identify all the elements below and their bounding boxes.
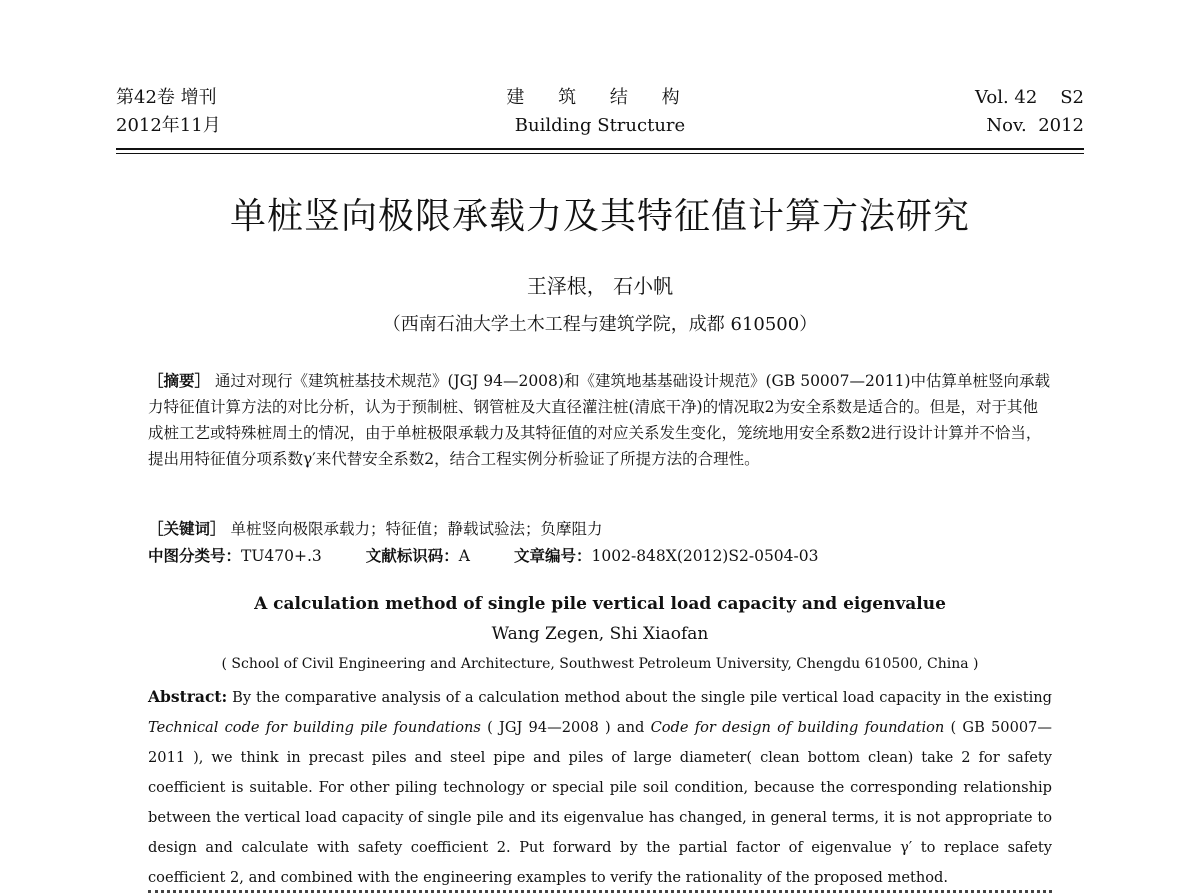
paper-title-en: A calculation method of single pile vertical load capacity and eigenvalue [254, 594, 946, 614]
affiliation-cn: （西南石油大学土木工程与建筑学院，成都 610500） [382, 314, 818, 335]
abstract-en [148, 682, 1052, 893]
keywords-cn-text: 单桩竖向极限承载力；特征值；静载试验法；负摩阻力 [230, 520, 603, 538]
keywords-cn [148, 516, 1052, 542]
clc-label: 中图分类号： [148, 546, 242, 565]
volume-en: Vol. 42 S2 [975, 87, 1084, 108]
abstract-en-code2: Code for design of building foundation [650, 719, 945, 736]
classification-line [148, 543, 1052, 569]
keywords-cn-label: ［关键词］ [148, 519, 226, 538]
article-no-value: 1002-848X(2012)S2-0504-03 [591, 547, 819, 565]
abstract-en-label: Abstract: [148, 687, 228, 706]
date-en: Nov. 2012 [986, 115, 1084, 136]
abstract-en-part2: ( JGJ 94—2008 ) and [487, 719, 645, 736]
abstract-cn-label: ［摘要］ [148, 371, 211, 390]
cropped-text-line [148, 884, 1052, 896]
affiliation-en: ( School of Civil Engineering and Architecture, Southwest Petroleum University, Chengdu 610500, China ) [221, 656, 979, 672]
authors-en: Wang Zegen, Shi Xiaofan [491, 624, 709, 644]
abstract-en-code1: Technical code for building pile foundations [148, 719, 481, 736]
publication-date: 2012年11月 [116, 115, 221, 136]
volume-issue: 第42卷 增刊 [116, 87, 217, 108]
doc-code-value: A [458, 547, 470, 565]
journal-name-en: Building Structure [514, 115, 686, 136]
header-rule-thin [116, 153, 1084, 154]
abstract-en-part3: ( GB 50007—2011 ), we think in precast piles and steel pipe and piles of large diameter( clean bottom clean) take 2 for safety coefficient is suitable. For other piling technology or special pile soil condition, because the corresponding relationship between the vertical load capacity of single pile and its eigenvalue has changed, in general terms, it is not appropriate to design and calculate with safety coefficient 2. Put forward by the partial factor of eigenvalue γ′ to replace safety coefficient 2, and combined with the engineering examples to verify the rationality of the proposed method. [148, 719, 1053, 886]
paper-title-cn: 单桩竖向极限承载力及其特征值计算方法研究 [229, 196, 970, 237]
doc-code-label: 文献标识码： [365, 546, 459, 565]
journal-name-cn: 建 筑 结 构 [506, 87, 694, 108]
abstract-en-part1: By the comparative analysis of a calculation method about the single pile vertical load capacity in the existing [232, 689, 1053, 706]
header-rule-thick [116, 148, 1084, 150]
abstract-cn [148, 368, 1052, 472]
article-no-label: 文章编号： [514, 546, 592, 565]
clc-value: TU470+.3 [241, 547, 322, 565]
authors-cn: 王泽根， 石小帆 [526, 274, 674, 298]
journal-volume-info-en [975, 84, 1084, 140]
abstract-cn-text: 通过对现行《建筑桩基技术规范》(JGJ 94—2008)和《建筑地基基础设计规范》(GB 50007—2011)中估算单桩竖向承载力特征值计算方法的对比分析，认为于预制桩、钢管桩及大直径灌注桩(清底干净)的情况取2为安全系数是适合的。但是，对于其他成桩工艺或特殊桩周土的情况，由于单桩极限承载力及其特征值的对应关系发生变化，笼统地用安全系数2进行设计计算并不恰当，提出用特征值分项系数γ′来代替安全系数2，结合工程实例分析验证了所提方法的合理性。 [148, 372, 1051, 468]
